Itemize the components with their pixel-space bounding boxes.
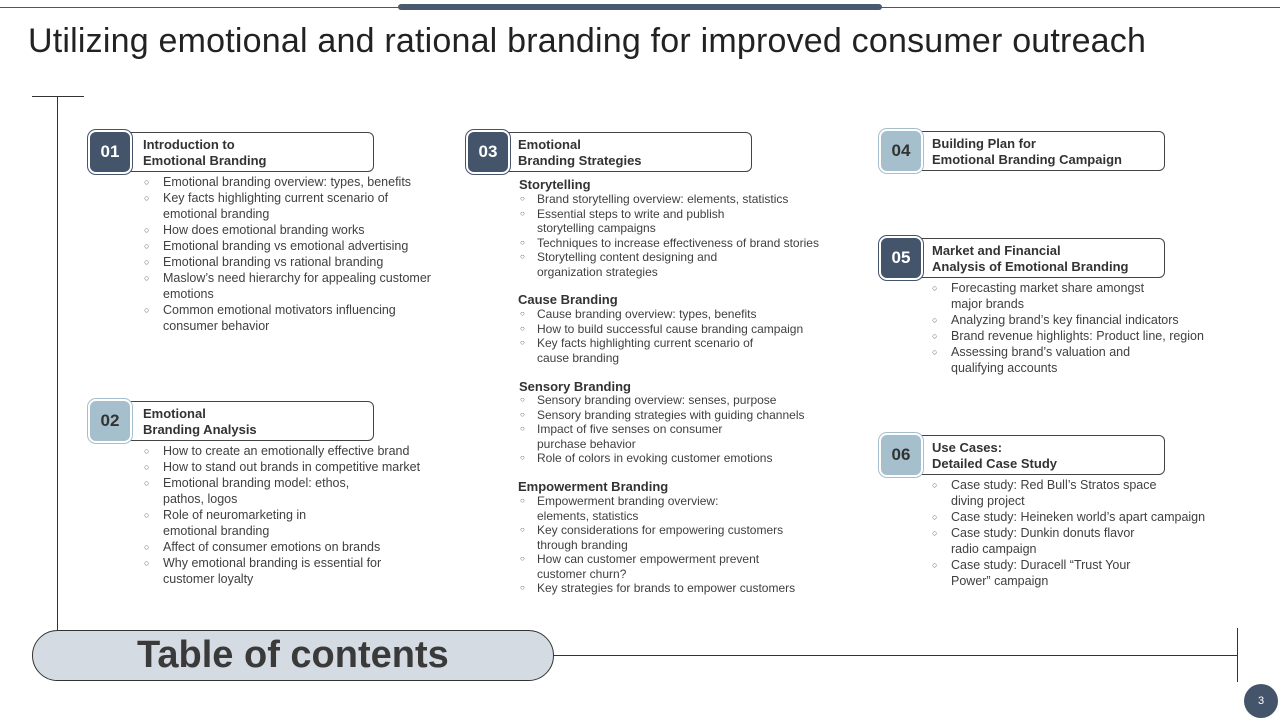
list-item: ○ Emotional branding model: ethos, pathos, logos	[163, 475, 378, 507]
list-item: ○ Storytelling content designing and organization strategies	[537, 250, 747, 279]
section-title	[143, 137, 267, 169]
list-item: ○ Common emotional motivators influencing consumer behavior	[163, 302, 438, 334]
section-02	[90, 401, 510, 587]
toc-label: Table of contents	[137, 634, 449, 676]
section-title-line: Market and Financial	[932, 243, 1061, 258]
list-item: ○ Sensory branding strategies with guiding channels	[537, 408, 837, 423]
section-03	[468, 132, 868, 172]
list-item: ○ How to create an emotionally effective brand	[163, 443, 453, 459]
list-item: ○ Brand revenue highlights: Product line, region	[951, 328, 1236, 344]
list-item: ○ Empowerment branding overview: elements, statistics	[537, 494, 737, 523]
subsection-heading: Sensory Branding	[519, 379, 631, 394]
list-item: ○ Key strategies for brands to empower customers	[537, 581, 837, 596]
frame-right-tick	[1237, 628, 1238, 682]
subsection-items	[537, 192, 837, 279]
list-item: ○ Case study: Red Bull’s Stratos space diving project	[951, 477, 1181, 509]
section-header	[468, 132, 868, 172]
list-item: ○ Analyzing brand’s key financial indicators	[951, 312, 1236, 328]
frame-vertical-line	[57, 97, 58, 631]
list-item: ○ Role of neuromarketing in emotional branding	[163, 507, 343, 539]
list-item: ○ Affect of consumer emotions on brands	[163, 539, 453, 555]
list-item: ○ Emotional branding overview: types, benefits	[163, 174, 438, 190]
list-item: ○ How to build successful cause branding campaign	[537, 322, 837, 337]
section-title	[932, 440, 1057, 472]
section-items	[163, 443, 453, 587]
page-number-badge: 3	[1244, 684, 1278, 718]
subsection-heading: Cause Branding	[518, 292, 618, 307]
section-number: 01	[90, 132, 130, 172]
frame-bottom-line	[553, 655, 1238, 656]
section-title-line: Emotional Branding	[143, 153, 267, 168]
list-item: ○ Key facts highlighting current scenario of cause branding	[537, 336, 772, 365]
page-title: Utilizing emotional and rational branding for improved consumer outreach	[28, 22, 1147, 60]
section-06	[881, 435, 1241, 589]
section-title-line: Analysis of Emotional Branding	[932, 259, 1129, 274]
section-title-line: Detailed Case Study	[932, 456, 1057, 471]
subsection-items	[537, 393, 837, 466]
list-item: ○ Key considerations for empowering customers through branding	[537, 523, 797, 552]
top-accent-bar	[398, 4, 882, 10]
section-title	[518, 137, 642, 169]
section-title-line: Building Plan for	[932, 136, 1036, 151]
section-title-line: Emotional	[518, 137, 581, 152]
frame-top-tick	[32, 96, 84, 97]
list-item: ○ How does emotional branding works	[163, 222, 438, 238]
section-items	[951, 280, 1236, 376]
section-title	[932, 243, 1128, 275]
list-item: ○ Essential steps to write and publish storytelling campaigns	[537, 207, 747, 236]
section-01	[90, 132, 510, 334]
section-number: 04	[881, 131, 921, 171]
list-item: ○ Why emotional branding is essential for customer loyalty	[163, 555, 408, 587]
section-title-line: Introduction to	[143, 137, 235, 152]
subsection-heading: Empowerment Branding	[518, 479, 669, 494]
section-title-line: Emotional Branding Campaign	[932, 152, 1122, 167]
list-item: ○ Case study: Heineken world’s apart campaign	[951, 509, 1236, 525]
section-header	[90, 401, 510, 441]
list-item: ○ How can customer empowerment prevent customer churn?	[537, 552, 777, 581]
section-04	[881, 131, 1201, 171]
section-items	[951, 477, 1236, 589]
list-item: ○ Maslow’s need hierarchy for appealing customer emotions	[163, 270, 438, 302]
list-item: ○ Emotional branding vs rational branding	[163, 254, 438, 270]
list-item: ○ Impact of five senses on consumer purchase behavior	[537, 422, 737, 451]
list-item: ○ Forecasting market share amongst major brands	[951, 280, 1166, 312]
list-item: ○ Techniques to increase effectiveness of brand stories	[537, 236, 837, 251]
section-header	[881, 238, 1241, 278]
subsection-items	[537, 307, 837, 365]
list-item: ○ Key facts highlighting current scenario of emotional branding	[163, 190, 438, 222]
section-items	[163, 174, 438, 334]
section-05	[881, 238, 1241, 376]
list-item: ○ Cause branding overview: types, benefits	[537, 307, 837, 322]
section-number: 03	[468, 132, 508, 172]
subsection-heading: Storytelling	[519, 177, 591, 192]
list-item: ○ Sensory branding overview: senses, purpose	[537, 393, 837, 408]
list-item: ○ Case study: Dunkin donuts flavor radio campaign	[951, 525, 1161, 557]
section-header	[90, 132, 510, 172]
list-item: ○ Case study: Duracell “Trust Your Power” campaign	[951, 557, 1161, 589]
section-title	[143, 406, 257, 438]
list-item: ○ Role of colors in evoking customer emotions	[537, 451, 837, 466]
section-number: 05	[881, 238, 921, 278]
section-number: 06	[881, 435, 921, 475]
subsection-items	[537, 494, 837, 596]
section-header	[881, 435, 1241, 475]
section-title	[932, 136, 1122, 168]
list-item: ○ How to stand out brands in competitive market	[163, 459, 453, 475]
section-title-line: Branding Analysis	[143, 422, 257, 437]
list-item: ○ Assessing brand’s valuation and qualifying accounts	[951, 344, 1166, 376]
list-item: ○ Brand storytelling overview: elements, statistics	[537, 192, 837, 207]
section-title-line: Use Cases:	[932, 440, 1003, 455]
section-title-line: Emotional	[143, 406, 206, 421]
section-title-line: Branding Strategies	[518, 153, 642, 168]
section-header	[881, 131, 1201, 171]
section-number: 02	[90, 401, 130, 441]
list-item: ○ Emotional branding vs emotional advertising	[163, 238, 438, 254]
